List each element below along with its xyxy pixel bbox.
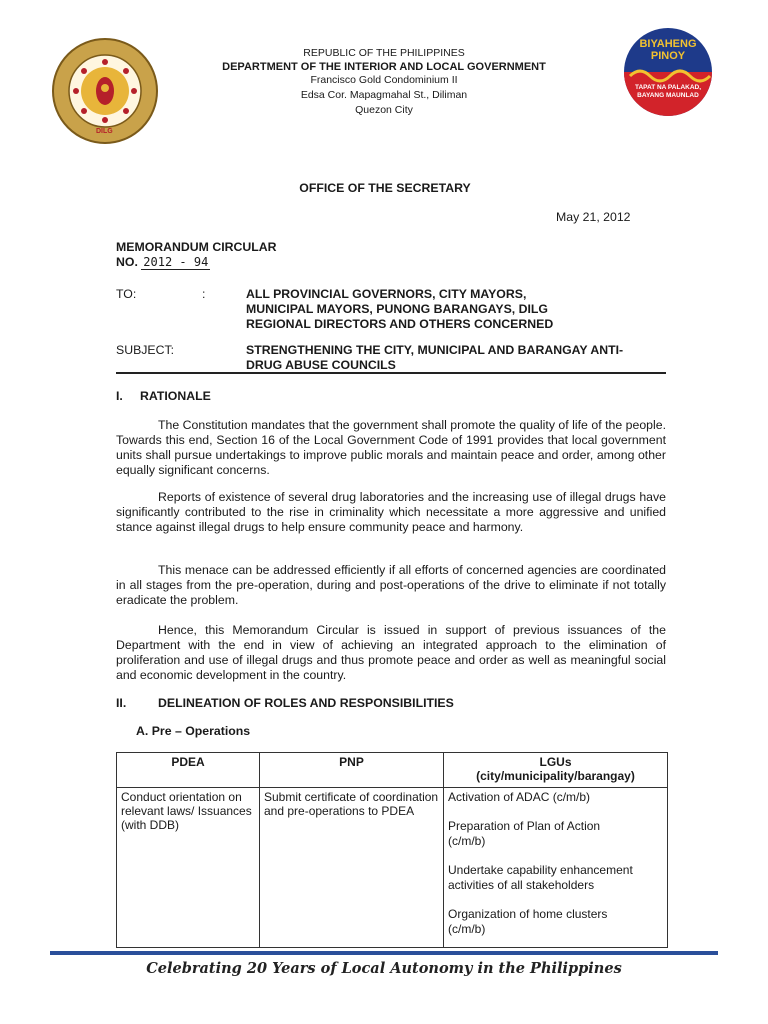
lgu-cell [444,788,668,948]
col-header-pdea: PDEA [117,753,260,788]
table-row [117,788,668,948]
pdea-cell: Conduct orientation on relevant laws/ Issuances (with DDB) [117,788,260,948]
pnp-cell: Submit certificate of coordination and pre-operations to PDEA [260,788,444,948]
rationale-paragraph-2: Reports of existence of several drug laboratories and the increasing use of illegal drugs have significantly contributed to the rise in criminality which necessitate a more aggressive and unified stance against illegal drugs to help ensure community peace and harmony. [116,490,666,534]
rationale-paragraph-4: Hence, this Memorandum Circular is issued in support of previous issuances of the Department with the end in view of achieving an integrated approach to the elimination of proliferation and use of illegal drugs and thus promote peace and order as well as meaningful social and economic development in the country. [116,623,666,682]
badge-sub-1: TAPAT NA PALAKAD, [634,84,702,91]
lgu-item-3: Undertake capability enhancement activities of all stakeholders [448,863,633,892]
memo-date: May 21, 2012 [556,210,631,224]
department-name: DEPARTMENT OF THE INTERIOR AND LOCAL GOVERNMENT [222,61,546,73]
footer-slogan: Celebrating 20 Years of Local Autonomy in the Philippines [146,960,622,977]
republic-line: REPUBLIC OF THE PHILIPPINES [303,47,465,59]
to-recipients [246,287,553,332]
memo-number-label: NO. [116,255,138,269]
seal-bottom-label: DILG [96,128,113,135]
lgu-item-2: Preparation of Plan of Action (c/m/b) [448,819,601,848]
memo-number [116,255,210,269]
to-colon: : [202,287,206,301]
subject-text [246,343,623,373]
section-1-number: I. [116,389,123,403]
roles-table [116,752,668,948]
subject-divider [116,372,666,374]
section-2-number: II. [116,696,127,710]
dilg-seal [50,36,160,146]
memo-title: MEMORANDUM CIRCULAR [116,240,277,254]
address-line-3: Quezon City [355,104,413,116]
col-header-pnp: PNP [260,753,444,788]
memo-number-value: 2012 - 94 [143,255,209,269]
to-line-1: ALL PROVINCIAL GOVERNORS, CITY MAYORS, [246,287,527,301]
to-line-2: MUNICIPAL MAYORS, PUNONG BARANGAYS, DILG [246,302,548,316]
badge-sub-2: BAYANG MAUNLAD [637,92,699,99]
biyaheng-pinoy-badge [622,26,714,118]
col-header-lgus: LGUs (city/municipality/barangay) [444,753,668,788]
address-line-2: Edsa Cor. Mapagmahal St., Diliman [300,89,468,101]
table-header-row [117,753,668,788]
section-2-sub-a: A. Pre – Operations [136,724,251,738]
rationale-paragraph-1: The Constitution mandates that the government shall promote the quality of life of the people. Towards this end, Section 16 of the Local Government Code of 1991 provides that local government units shall pursue undertakings to improve public morals and maintain peace and order, among other equally significant concerns. [116,418,666,477]
badge-title-1: BIYAHENG [639,38,697,50]
to-line-3: REGIONAL DIRECTORS AND OTHERS CONCERNED [246,317,554,331]
subject-line-1: STRENGTHENING THE CITY, MUNICIPAL AND BARANGAY ANTI- [246,343,624,357]
address-line-1: Francisco Gold Condominium II [310,74,458,86]
lgu-item-1: Activation of ADAC (c/m/b) [448,790,591,804]
badge-title-2: PINOY [650,50,686,62]
subject-line-2: DRUG ABUSE COUNCILS [246,358,396,372]
office-title: OFFICE OF THE SECRETARY [299,181,471,195]
letterhead [160,46,608,118]
subject-label: SUBJECT: [116,343,175,357]
section-2-title: DELINEATION OF ROLES AND RESPONSIBILITIES [158,696,454,710]
section-1-title: RATIONALE [140,389,211,403]
to-label: TO: [116,287,137,301]
lgu-item-4: Organization of home clusters (c/m/b) [448,907,608,936]
rationale-paragraph-3: This menace can be addressed efficiently if all efforts of concerned agencies are coordinated in all stages from the pre-operation, during and post-operations of the drive to eliminate if not totally eradicate the problem. [116,563,666,607]
footer-rule [50,951,718,955]
